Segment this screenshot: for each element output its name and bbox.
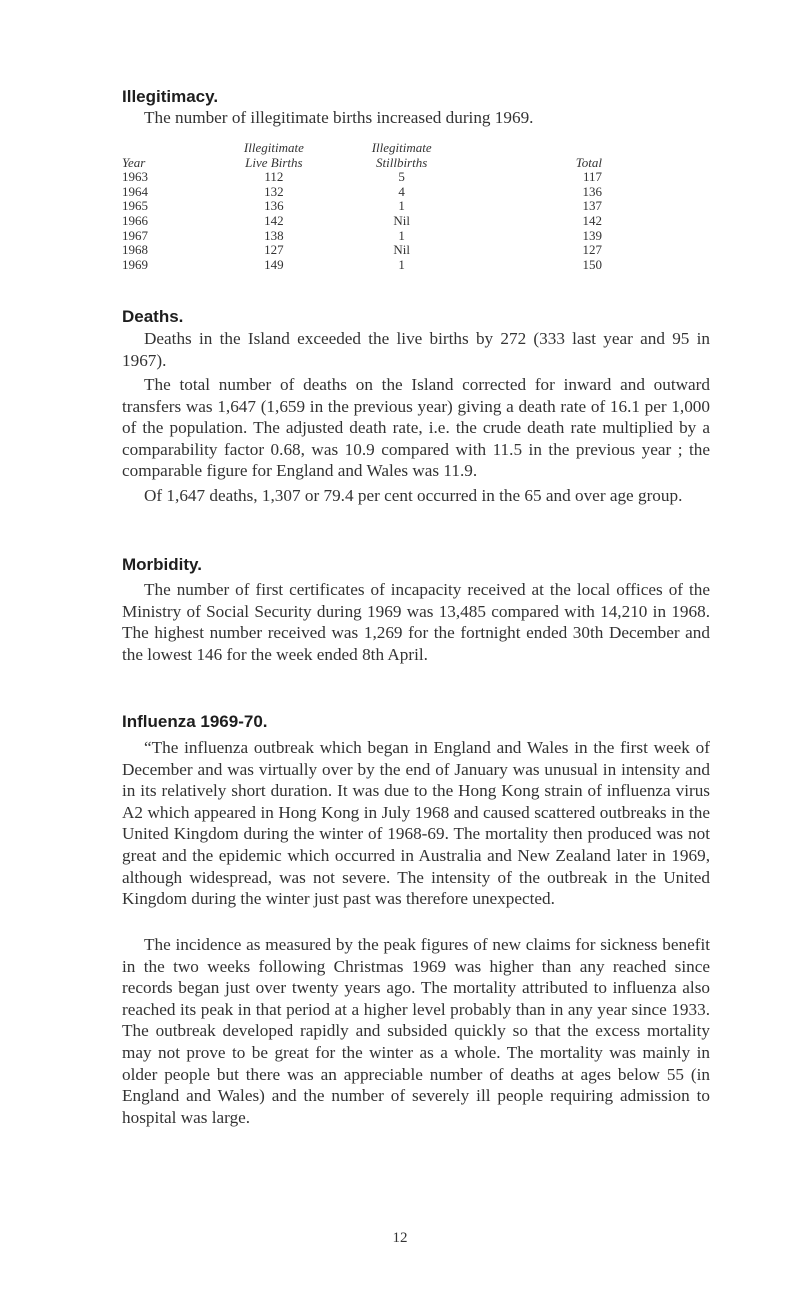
table-header-row [122, 141, 612, 170]
cell-live-births: 127 [264, 242, 284, 258]
morbidity-heading: Morbidity. [122, 555, 202, 574]
cell-stillbirths: 5 [398, 169, 405, 185]
page-number: 12 [392, 1230, 408, 1246]
cell-total: 127 [582, 242, 602, 258]
cell-year: 1963 [122, 169, 148, 185]
cell-year: 1968 [122, 242, 148, 258]
cell-total: 136 [582, 183, 602, 199]
deaths-heading: Deaths. [122, 307, 184, 326]
cell-live-births: 136 [264, 198, 284, 214]
cell-stillbirths: 1 [398, 198, 405, 214]
cell-year: 1966 [122, 212, 148, 228]
influenza-paragraph-2: The incidence as measured by the peak figures of new claims for sickness benefit in the two weeks following Christmas 1969 was higher than any reached since records began just over twenty years ago. The mortality attributed to influenza also reached its peak in that period at a higher level probably than in any year since 1933. The outbreak developed rapidly and subsided quickly so that the excess mortality may not prove to be great for the winter as a whole. The mortality was mainly in older people but there was an appreciable number of deaths at ages below 55 (in England and Wales) and the number of severely ill people requiring admission to hospital was large. [122, 935, 710, 1127]
morbidity-paragraph-1: The number of first certificates of incapacity received at the local offices of the Ministry of Social Security during 1969 was 13,485 compared with 14,210 in 1968. The highest number received was 1,269 for the fortnight ended 30th December and the lowest 146 for the week ended 8th April. [122, 580, 710, 664]
header-live-line2: Live Births [245, 154, 303, 170]
cell-stillbirths: 4 [398, 183, 405, 199]
cell-year: 1964 [122, 183, 148, 199]
cell-stillbirths: Nil [393, 212, 410, 228]
influenza-heading: Influenza 1969-70. [122, 712, 268, 731]
header-still-line2: Stillbirths [376, 154, 428, 170]
cell-stillbirths: 1 [398, 227, 405, 243]
table-row [122, 243, 612, 258]
cell-stillbirths: 1 [398, 256, 405, 272]
deaths-paragraph-3: Of 1,647 deaths, 1,307 or 79.4 per cent occurred in the 65 and over age group. [144, 486, 683, 505]
influenza-paragraph-1: “The influenza outbreak which began in England and Wales in the first week of December and was virtually over by the end of January was unusual in intensity and in its relatively short duration. It was due to the Hong Kong strain of influenza virus A2 which appeared in Hong Kong in July 1968 and caused scattered outbreaks in the United Kingdom during the winter of 1968-69. The mortality then produced was not great and the epidemic which occurred in Australia and New Zealand later in 1969, although widespread, was not severe. The intensity of the outbreak in the United Kingdom during the winter just past was therefore unexpected. [122, 738, 710, 909]
table-row [122, 170, 612, 185]
deaths-paragraph-2: The total number of deaths on the Island corrected for inward and outward transfers was 1,647 (1,659 in the previous year) giving a death rate of 16.1 per 1,000 of the population. The adjusted death rate, i.e. the crude death rate multiplied by a comparability factor 0.68, was 10.9 compared with 11.5 in the previous year ; the comparable figure for England and Wales was 11.9. [122, 375, 710, 481]
table-body [122, 170, 612, 272]
table-row [122, 214, 612, 229]
illegitimacy-heading: Illegitimacy. [122, 87, 219, 106]
table-row [122, 258, 612, 273]
header-total: Total [575, 154, 602, 170]
cell-live-births: 112 [264, 169, 284, 185]
header-year: Year [122, 154, 146, 170]
cell-total: 139 [582, 227, 602, 243]
cell-live-births: 138 [264, 227, 284, 243]
cell-total: 137 [582, 198, 602, 214]
cell-year: 1969 [122, 256, 148, 272]
header-stillbirths [338, 141, 466, 170]
cell-total: 117 [582, 169, 602, 185]
cell-year: 1965 [122, 198, 148, 214]
header-live-line1: Illegitimate [243, 140, 304, 155]
cell-year: 1967 [122, 227, 148, 243]
table-row [122, 229, 612, 244]
cell-live-births: 132 [264, 183, 284, 199]
table-row [122, 199, 612, 214]
table-row [122, 185, 612, 200]
deaths-paragraph-1: Deaths in the Island exceeded the live births by 272 (333 last year and 95 in 1967). [122, 329, 710, 370]
header-still-line1: Illegitimate [371, 140, 432, 155]
illegitimacy-intro: The number of illegitimate births increased during 1969. [144, 108, 534, 127]
cell-total: 150 [582, 256, 602, 272]
header-live-births [210, 141, 338, 170]
illegitimacy-table [122, 141, 612, 272]
cell-stillbirths: Nil [393, 242, 410, 258]
cell-live-births: 149 [264, 256, 284, 272]
cell-live-births: 142 [264, 212, 284, 228]
cell-total: 142 [582, 212, 602, 228]
